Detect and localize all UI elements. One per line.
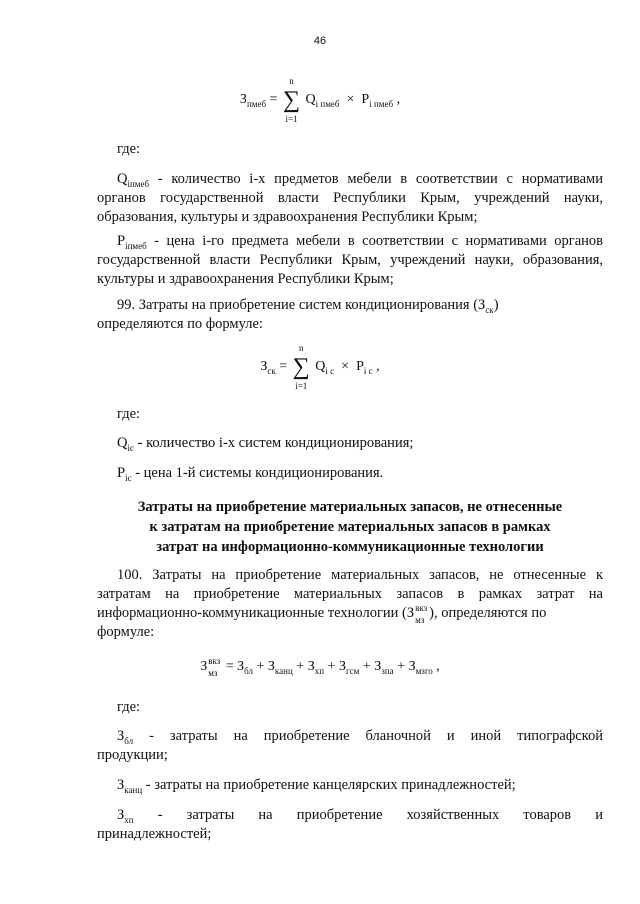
where-label: где:	[117, 406, 141, 422]
page-number: 46	[313, 35, 327, 47]
item-99-line2: определяются по формуле:	[97, 316, 263, 332]
definition-q-ac: $Q_{ic}$ - количество i-х систем кондиционирования;	[117, 435, 414, 453]
where-label: где:	[117, 699, 141, 715]
definition-hp: $З_{хп}$ - затраты на приобретение хозяйственных товаров и	[117, 807, 603, 825]
formula-terms	[237, 659, 433, 674]
formula-term: $З_{гсм}$	[338, 659, 360, 676]
definition-kanc: $З_{канц}$ - затраты на приобретение канцелярских принадлежностей;	[117, 777, 516, 795]
plus-operator: +	[359, 659, 375, 674]
definition-hp-line2: принадлежностей;	[97, 826, 212, 842]
definition-p-furniture: $P_{iпмеб}$ - цена i-го предмета мебели в соответствии с нормативами органов государственной власти Республики Крым, учреждений науки, образования, культуры и здравоохранения Республики Крым;	[97, 233, 603, 287]
plus-operator: +	[292, 659, 308, 674]
definition-bl-line2: продукции;	[97, 747, 168, 763]
section-heading: Затраты на приобретение материальных запасов, не отнесенные к затратам на приобретение материальных запасов в рамках затрат на информационно-коммуникационные технологии	[137, 499, 563, 555]
item-100-line4: формуле:	[97, 624, 155, 640]
definition-q-furniture: $Q_{iпмеб}$ - количество i-х предметов мебели в соответствии с нормативами органов государственной власти Республики Крым, учреждений науки, образования, культуры и здравоохранения Республики Крым;	[97, 171, 603, 225]
plus-operator: +	[253, 659, 268, 674]
plus-operator: +	[324, 659, 339, 674]
sum-symbol: ∑ n i=1	[282, 76, 301, 124]
formula-material-stocks: З вкз мз = $З_{бл} + З_{канц} + З_{хп} + З_{гсм} + З_{зпа} + З_{мзго}$ ,	[200, 655, 440, 678]
item-100-line1: 100. Затраты на приобретение материальных запасов, не отнесенные к	[117, 567, 603, 583]
definition-p-ac: $P_{ic}$ - цена 1-й системы кондиционирования.	[117, 465, 384, 483]
item-99: 99. Затраты на приобретение систем кондиционирования $(З_{ск})$	[117, 297, 499, 315]
definition-bl: $З_{бл}$ - затраты на приобретение бланочной и иной типографской	[117, 728, 603, 746]
formula-term: $З_{зпа}$	[374, 659, 394, 676]
formula-term: $З_{мзго}$	[408, 659, 433, 676]
sum-symbol: ∑ n i=1	[292, 343, 310, 391]
formula-furniture-costs: $З_{пмеб}$ = ∑ n i=1 $Q_{i пмеб} \times P_{i пмеб}$ ,	[239, 76, 401, 124]
formula-term: $З_{бл}$	[237, 659, 253, 676]
item-100-line2: затратам на приобретение материальных запасов в рамках затрат на	[97, 586, 603, 602]
formula-term: $З_{канц}$	[267, 659, 293, 676]
formula-air-conditioning: $З_{ск}$ = ∑ n i=1 $Q_{i с} \times P_{i с}$ ,	[260, 343, 380, 391]
item-100-line3: информационно-коммуникационные технологии (З вкз мз ), определяются по	[97, 602, 547, 625]
formula-term: $З_{хп}$	[307, 659, 325, 676]
plus-operator: +	[393, 659, 409, 674]
where-label: где:	[117, 141, 141, 157]
